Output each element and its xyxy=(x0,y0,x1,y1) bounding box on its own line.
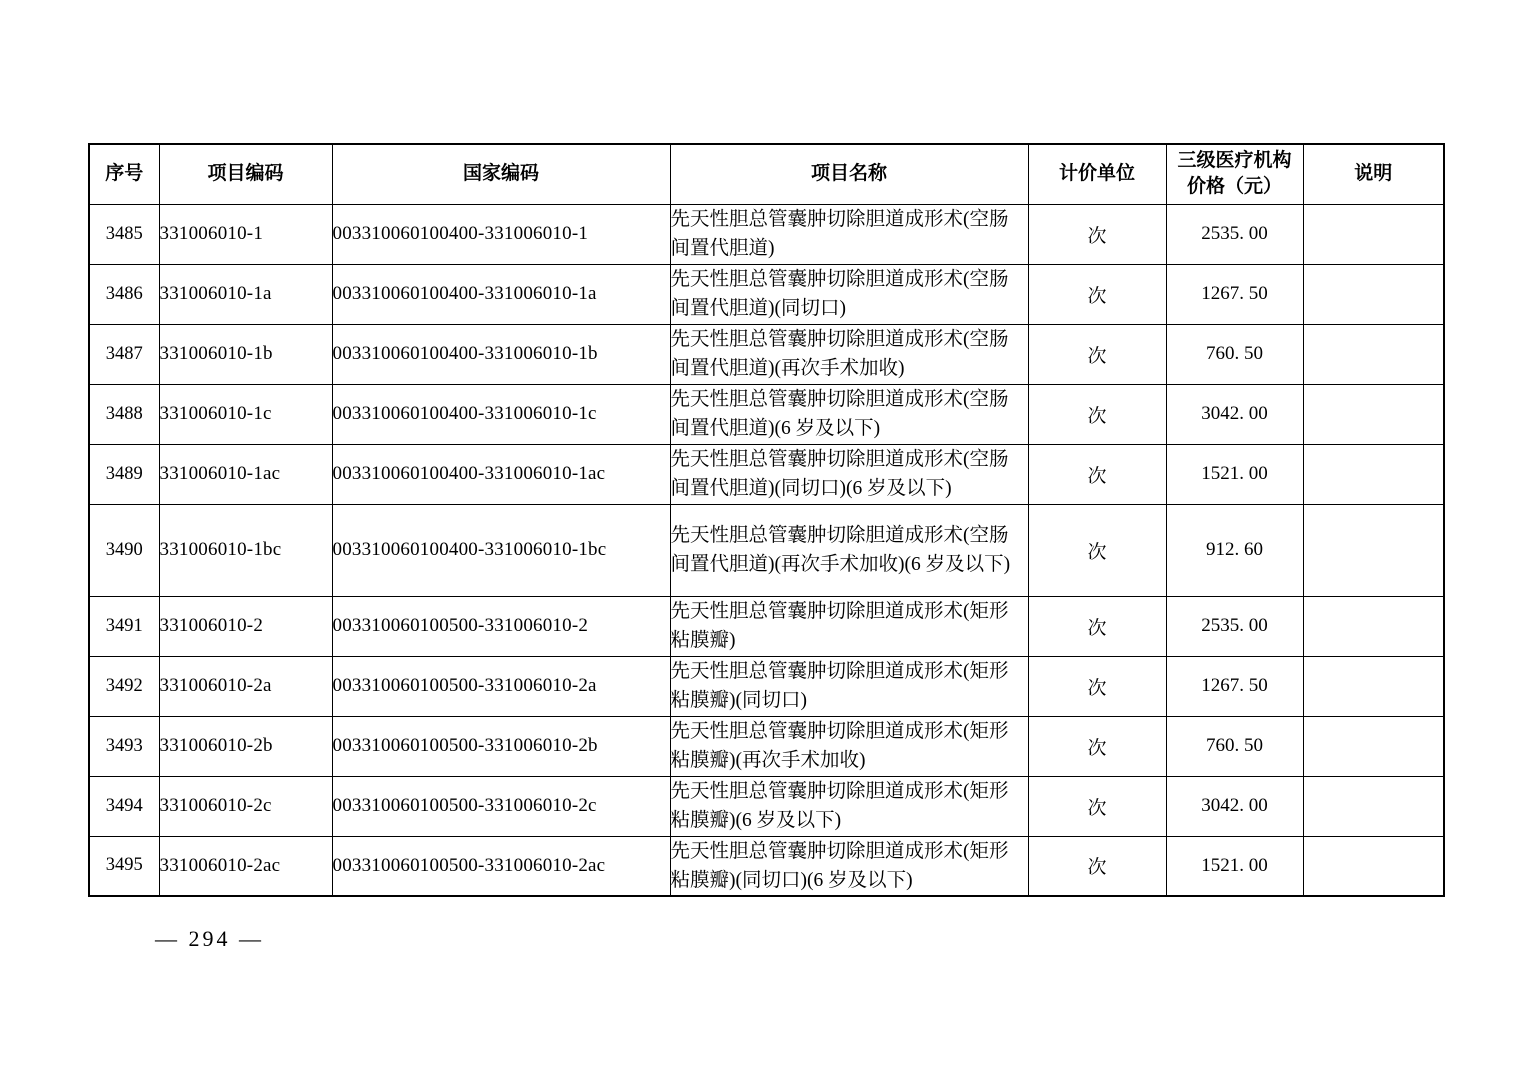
cell-seq: 3493 xyxy=(89,716,159,776)
cell-note xyxy=(1303,324,1444,384)
table-body xyxy=(89,204,1444,896)
cell-national-code: 003310060100500-331006010-2c xyxy=(332,776,670,836)
cell-name: 先天性胆总管囊肿切除胆道成形术(空肠间置代胆道)(再次手术加收) xyxy=(670,324,1028,384)
cell-seq: 3495 xyxy=(89,836,159,896)
table-row xyxy=(89,656,1444,716)
cell-price: 912. 60 xyxy=(1166,504,1303,596)
cell-item-code: 331006010-1ac xyxy=(159,444,332,504)
cell-price: 760. 50 xyxy=(1166,324,1303,384)
cell-price: 3042. 00 xyxy=(1166,776,1303,836)
cell-item-code: 331006010-2a xyxy=(159,656,332,716)
column-header-item-code: 项目编码 xyxy=(159,144,332,204)
cell-item-code: 331006010-1b xyxy=(159,324,332,384)
cell-item-code: 331006010-1bc xyxy=(159,504,332,596)
column-header-price: 三级医疗机构价格（元） xyxy=(1166,144,1303,204)
table-row xyxy=(89,504,1444,596)
cell-name: 先天性胆总管囊肿切除胆道成形术(空肠间置代胆道)(6 岁及以下) xyxy=(670,384,1028,444)
cell-price: 1267. 50 xyxy=(1166,656,1303,716)
cell-note xyxy=(1303,656,1444,716)
cell-note xyxy=(1303,776,1444,836)
table-row xyxy=(89,716,1444,776)
cell-unit: 次 xyxy=(1028,836,1166,896)
table-row xyxy=(89,836,1444,896)
cell-note xyxy=(1303,264,1444,324)
cell-price: 1521. 00 xyxy=(1166,444,1303,504)
cell-name: 先天性胆总管囊肿切除胆道成形术(矩形粘膜瓣) xyxy=(670,596,1028,656)
table-row xyxy=(89,444,1444,504)
header-row xyxy=(89,144,1444,204)
cell-name: 先天性胆总管囊肿切除胆道成形术(空肠间置代胆道)(再次手术加收)(6 岁及以下) xyxy=(670,504,1028,596)
cell-national-code: 003310060100400-331006010-1ac xyxy=(332,444,670,504)
cell-price: 2535. 00 xyxy=(1166,204,1303,264)
cell-national-code: 003310060100500-331006010-2a xyxy=(332,656,670,716)
cell-item-code: 331006010-1a xyxy=(159,264,332,324)
cell-name: 先天性胆总管囊肿切除胆道成形术(矩形粘膜瓣)(再次手术加收) xyxy=(670,716,1028,776)
cell-item-code: 331006010-2ac xyxy=(159,836,332,896)
cell-unit: 次 xyxy=(1028,596,1166,656)
cell-unit: 次 xyxy=(1028,204,1166,264)
table-row xyxy=(89,324,1444,384)
cell-note xyxy=(1303,504,1444,596)
cell-seq: 3487 xyxy=(89,324,159,384)
cell-name: 先天性胆总管囊肿切除胆道成形术(空肠间置代胆道)(同切口)(6 岁及以下) xyxy=(670,444,1028,504)
cell-name: 先天性胆总管囊肿切除胆道成形术(空肠间置代胆道) xyxy=(670,204,1028,264)
cell-unit: 次 xyxy=(1028,716,1166,776)
cell-unit: 次 xyxy=(1028,444,1166,504)
cell-national-code: 003310060100400-331006010-1a xyxy=(332,264,670,324)
table-row xyxy=(89,204,1444,264)
cell-name: 先天性胆总管囊肿切除胆道成形术(矩形粘膜瓣)(6 岁及以下) xyxy=(670,776,1028,836)
cell-seq: 3492 xyxy=(89,656,159,716)
cell-price: 2535. 00 xyxy=(1166,596,1303,656)
table-row xyxy=(89,384,1444,444)
cell-national-code: 003310060100400-331006010-1 xyxy=(332,204,670,264)
cell-seq: 3490 xyxy=(89,504,159,596)
cell-item-code: 331006010-2c xyxy=(159,776,332,836)
cell-seq: 3489 xyxy=(89,444,159,504)
page-number: — 294 — xyxy=(155,926,264,951)
cell-unit: 次 xyxy=(1028,504,1166,596)
cell-price: 3042. 00 xyxy=(1166,384,1303,444)
cell-price: 760. 50 xyxy=(1166,716,1303,776)
table-row xyxy=(89,264,1444,324)
cell-national-code: 003310060100500-331006010-2b xyxy=(332,716,670,776)
table-row xyxy=(89,776,1444,836)
table-row xyxy=(89,596,1444,656)
cell-national-code: 003310060100400-331006010-1bc xyxy=(332,504,670,596)
cell-note xyxy=(1303,384,1444,444)
cell-national-code: 003310060100500-331006010-2ac xyxy=(332,836,670,896)
cell-seq: 3486 xyxy=(89,264,159,324)
cell-name: 先天性胆总管囊肿切除胆道成形术(空肠间置代胆道)(同切口) xyxy=(670,264,1028,324)
cell-note xyxy=(1303,716,1444,776)
column-header-note: 说明 xyxy=(1303,144,1444,204)
cell-note xyxy=(1303,596,1444,656)
cell-seq: 3494 xyxy=(89,776,159,836)
cell-unit: 次 xyxy=(1028,384,1166,444)
column-header-seq: 序号 xyxy=(89,144,159,204)
price-table xyxy=(88,143,1445,897)
cell-note xyxy=(1303,836,1444,896)
cell-unit: 次 xyxy=(1028,776,1166,836)
cell-national-code: 003310060100500-331006010-2 xyxy=(332,596,670,656)
cell-unit: 次 xyxy=(1028,324,1166,384)
table-header xyxy=(89,144,1444,204)
cell-item-code: 331006010-2 xyxy=(159,596,332,656)
cell-item-code: 331006010-1 xyxy=(159,204,332,264)
cell-note xyxy=(1303,204,1444,264)
cell-name: 先天性胆总管囊肿切除胆道成形术(矩形粘膜瓣)(同切口)(6 岁及以下) xyxy=(670,836,1028,896)
cell-price: 1267. 50 xyxy=(1166,264,1303,324)
cell-seq: 3485 xyxy=(89,204,159,264)
cell-name: 先天性胆总管囊肿切除胆道成形术(矩形粘膜瓣)(同切口) xyxy=(670,656,1028,716)
cell-note xyxy=(1303,444,1444,504)
column-header-name: 项目名称 xyxy=(670,144,1028,204)
cell-seq: 3488 xyxy=(89,384,159,444)
column-header-national-code: 国家编码 xyxy=(332,144,670,204)
cell-national-code: 003310060100400-331006010-1c xyxy=(332,384,670,444)
cell-national-code: 003310060100400-331006010-1b xyxy=(332,324,670,384)
cell-item-code: 331006010-1c xyxy=(159,384,332,444)
column-header-unit: 计价单位 xyxy=(1028,144,1166,204)
cell-price: 1521. 00 xyxy=(1166,836,1303,896)
cell-item-code: 331006010-2b xyxy=(159,716,332,776)
cell-unit: 次 xyxy=(1028,656,1166,716)
cell-unit: 次 xyxy=(1028,264,1166,324)
cell-seq: 3491 xyxy=(89,596,159,656)
